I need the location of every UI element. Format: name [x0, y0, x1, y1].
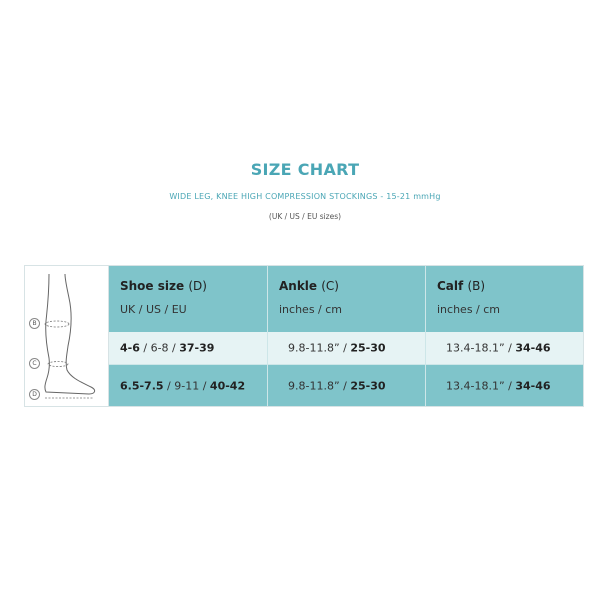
- table-header-row: [109, 266, 583, 332]
- header-code: (C): [321, 279, 339, 293]
- header-code: (D): [188, 279, 207, 293]
- marker-c: C: [29, 358, 40, 369]
- ankle-cm: 25-30: [350, 379, 386, 392]
- cell-calf: [425, 332, 583, 364]
- header-label: Shoe size: [120, 279, 185, 293]
- calf-cm: 34-46: [515, 379, 551, 392]
- uk-size: 4-6: [120, 341, 140, 355]
- eu-size: 37-39: [179, 341, 215, 355]
- separator: /: [504, 379, 516, 392]
- calf-inches: 13.4-18.1”: [446, 341, 505, 355]
- table-row: [109, 365, 583, 406]
- page-subtitle: WIDE LEG, KNEE HIGH COMPRESSION STOCKINGS - 15-21 mmHg: [169, 192, 441, 201]
- us-size: 9-11: [174, 379, 200, 392]
- ankle-inches: 9.8-11.8”: [288, 341, 340, 355]
- separator: /: [339, 379, 351, 392]
- eu-size: 40-42: [209, 379, 246, 392]
- us-size: 6-8: [150, 341, 169, 355]
- header-label: Calf: [437, 279, 464, 293]
- cell-shoe-size: [109, 332, 267, 364]
- separator: /: [339, 341, 351, 355]
- header-units: inches / cm: [437, 303, 501, 316]
- header-code: (B): [467, 279, 486, 293]
- separator: /: [504, 341, 516, 355]
- cell-ankle: [267, 332, 425, 364]
- ankle-cm: 25-30: [350, 341, 386, 355]
- leg-illustration: [25, 266, 109, 406]
- header-units: inches / cm: [279, 303, 343, 316]
- cell-shoe-size: [109, 365, 267, 406]
- header-calf: [425, 266, 583, 332]
- page-title: SIZE CHART: [250, 160, 360, 179]
- separator: /: [168, 341, 180, 355]
- leg-diagram: [25, 266, 109, 406]
- cell-calf: [425, 365, 583, 406]
- cell-ankle: [267, 365, 425, 406]
- separator: /: [163, 379, 175, 392]
- header-shoe-size: [109, 266, 267, 332]
- separator: /: [199, 379, 210, 392]
- marker-b: B: [29, 318, 40, 329]
- marker-d: D: [29, 389, 40, 400]
- separator: /: [139, 341, 151, 355]
- header-ankle: [267, 266, 425, 332]
- ankle-inches: 9.8-11.8”: [288, 379, 340, 392]
- calf-cm: 34-46: [515, 341, 551, 355]
- sizes-note: (UK / US / EU sizes): [268, 212, 342, 221]
- size-table: [109, 266, 583, 406]
- calf-inches: 13.4-18.1”: [446, 379, 505, 392]
- size-chart: [24, 265, 584, 407]
- table-row: [109, 332, 583, 365]
- header-label: Ankle: [279, 279, 318, 293]
- header-units: UK / US / EU: [120, 303, 187, 316]
- uk-size: 6.5-7.5: [120, 379, 164, 392]
